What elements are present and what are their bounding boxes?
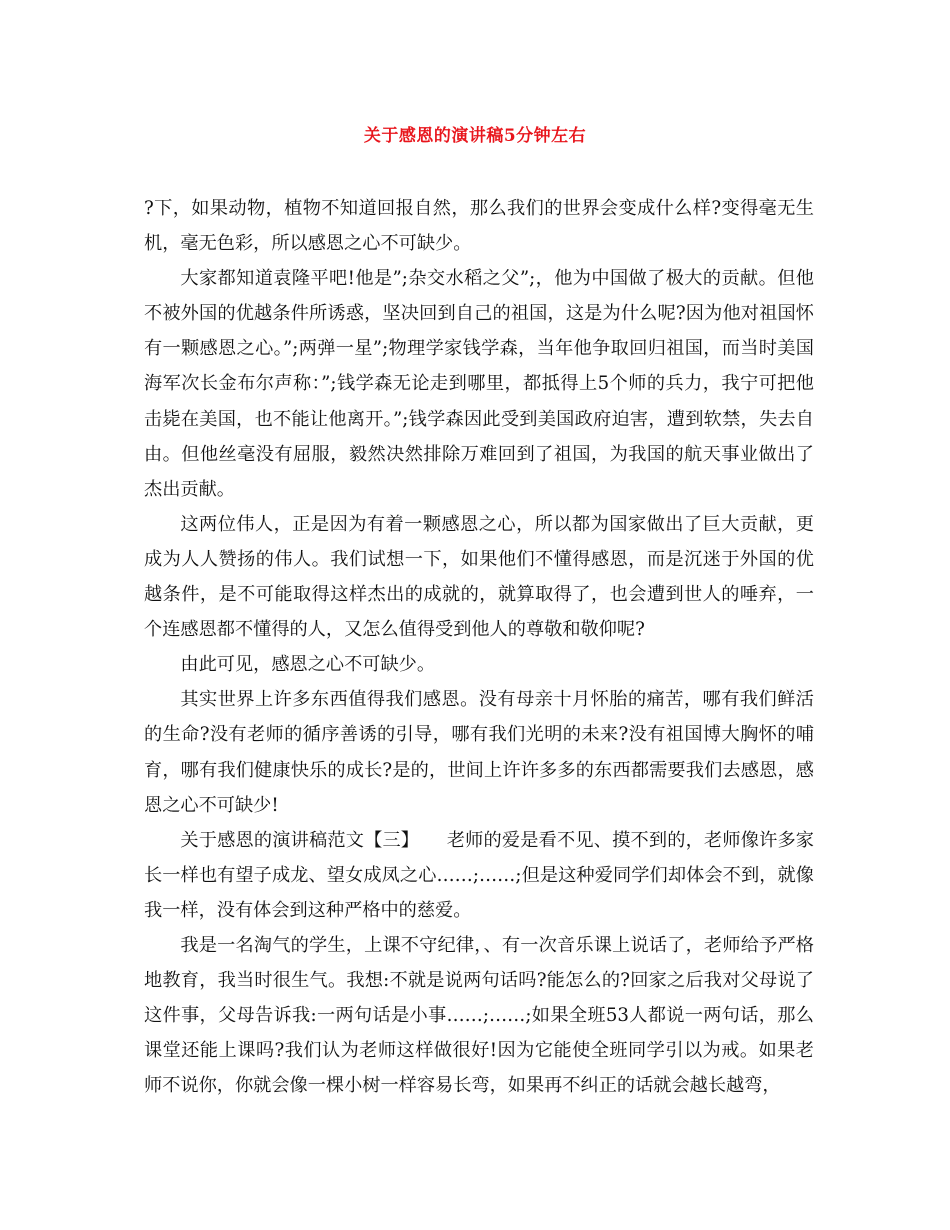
paragraph-naughty-student: 我是一名淘气的学生，上课不守纪律，、有一次音乐课上说话了，老师给予严格地教育，我当时很生气。我想:不就是说两句话吗?能怎么的?回家之后我对父母说了这件事，父母告诉我:一两句话是小事……;……;如果全班53人都说一两句话，那么课堂还能上课吗?我们认为老师这样做很好!因为它能使全班同学引以为戒。如果老师不说你，你就会像一棵小树一样容易长弯，如果再不纠正的话就会越长越弯， (144, 934, 814, 1097)
paragraph-speech-three: 关于感恩的演讲稿范文【三】 老师的爱是看不见、摸不到的，老师像许多家长一样也有望子成龙、望女成凤之心……;……;但是这种爱同学们却体会不到，就像我一样，没有体会到这种严格中的慈爱。 (144, 829, 814, 921)
paragraph-continued: ?下，如果动物，植物不知道回报自然，那么我们的世界会变成什么样?变得毫无生机，毫无色彩，所以感恩之心不可缺少。 (144, 198, 814, 255)
paragraph-two-great-men: 这两位伟人，正是因为有着一颗感恩之心，所以都为国家做出了巨大贡献，更成为人人赞扬的伟人。我们试想一下，如果他们不懂得感恩，而是沉迷于外国的优越条件，是不可能取得这样杰出的成就的，就算取得了，也会遭到世人的唾弃，一个连感恩都不懂得的人，又怎么值得受到他人的尊敬和敬仰呢? (144, 513, 814, 641)
paragraph-conclusion: 由此可见，感恩之心不可缺少。 (180, 654, 436, 676)
paragraph-yuan-longping: 大家都知道袁隆平吧!他是”;杂交水稻之父”;，他为中国做了极大的贡献。但他不被外国的优越条件所诱惑，坚决回到自己的祖国，这是为什么呢?因为他对祖国怀有一颗感恩之心。”;两弹一星”;物理学家钱学森，当年他争取回归祖国，而当时美国海军次长金布尔声称：”;钱学森无论走到哪里，都抵得上5个师的兵力，我宁可把他击毙在美国，也不能让他离开。”;钱学森因此受到美国政府迫害，遭到软禁，失去自由。但他丝毫没有屈服，毅然决然排除万难回到了祖国，为我国的航天事业做出了杰出贡献。 (144, 268, 814, 500)
paragraph-gratitude-world: 其实世界上许多东西值得我们感恩。没有母亲十月怀胎的痛苦，哪有我们鲜活的生命?没有老师的循序善诱的引导，哪有我们光明的未来?没有祖国博大胸怀的哺育，哪有我们健康快乐的成长?是的，世间上许许多多的东西都需要我们去感恩，感恩之心不可缺少! (144, 689, 814, 816)
document-body (144, 191, 814, 1103)
document-title: 关于感恩的演讲稿5分钟左右 (363, 126, 587, 146)
